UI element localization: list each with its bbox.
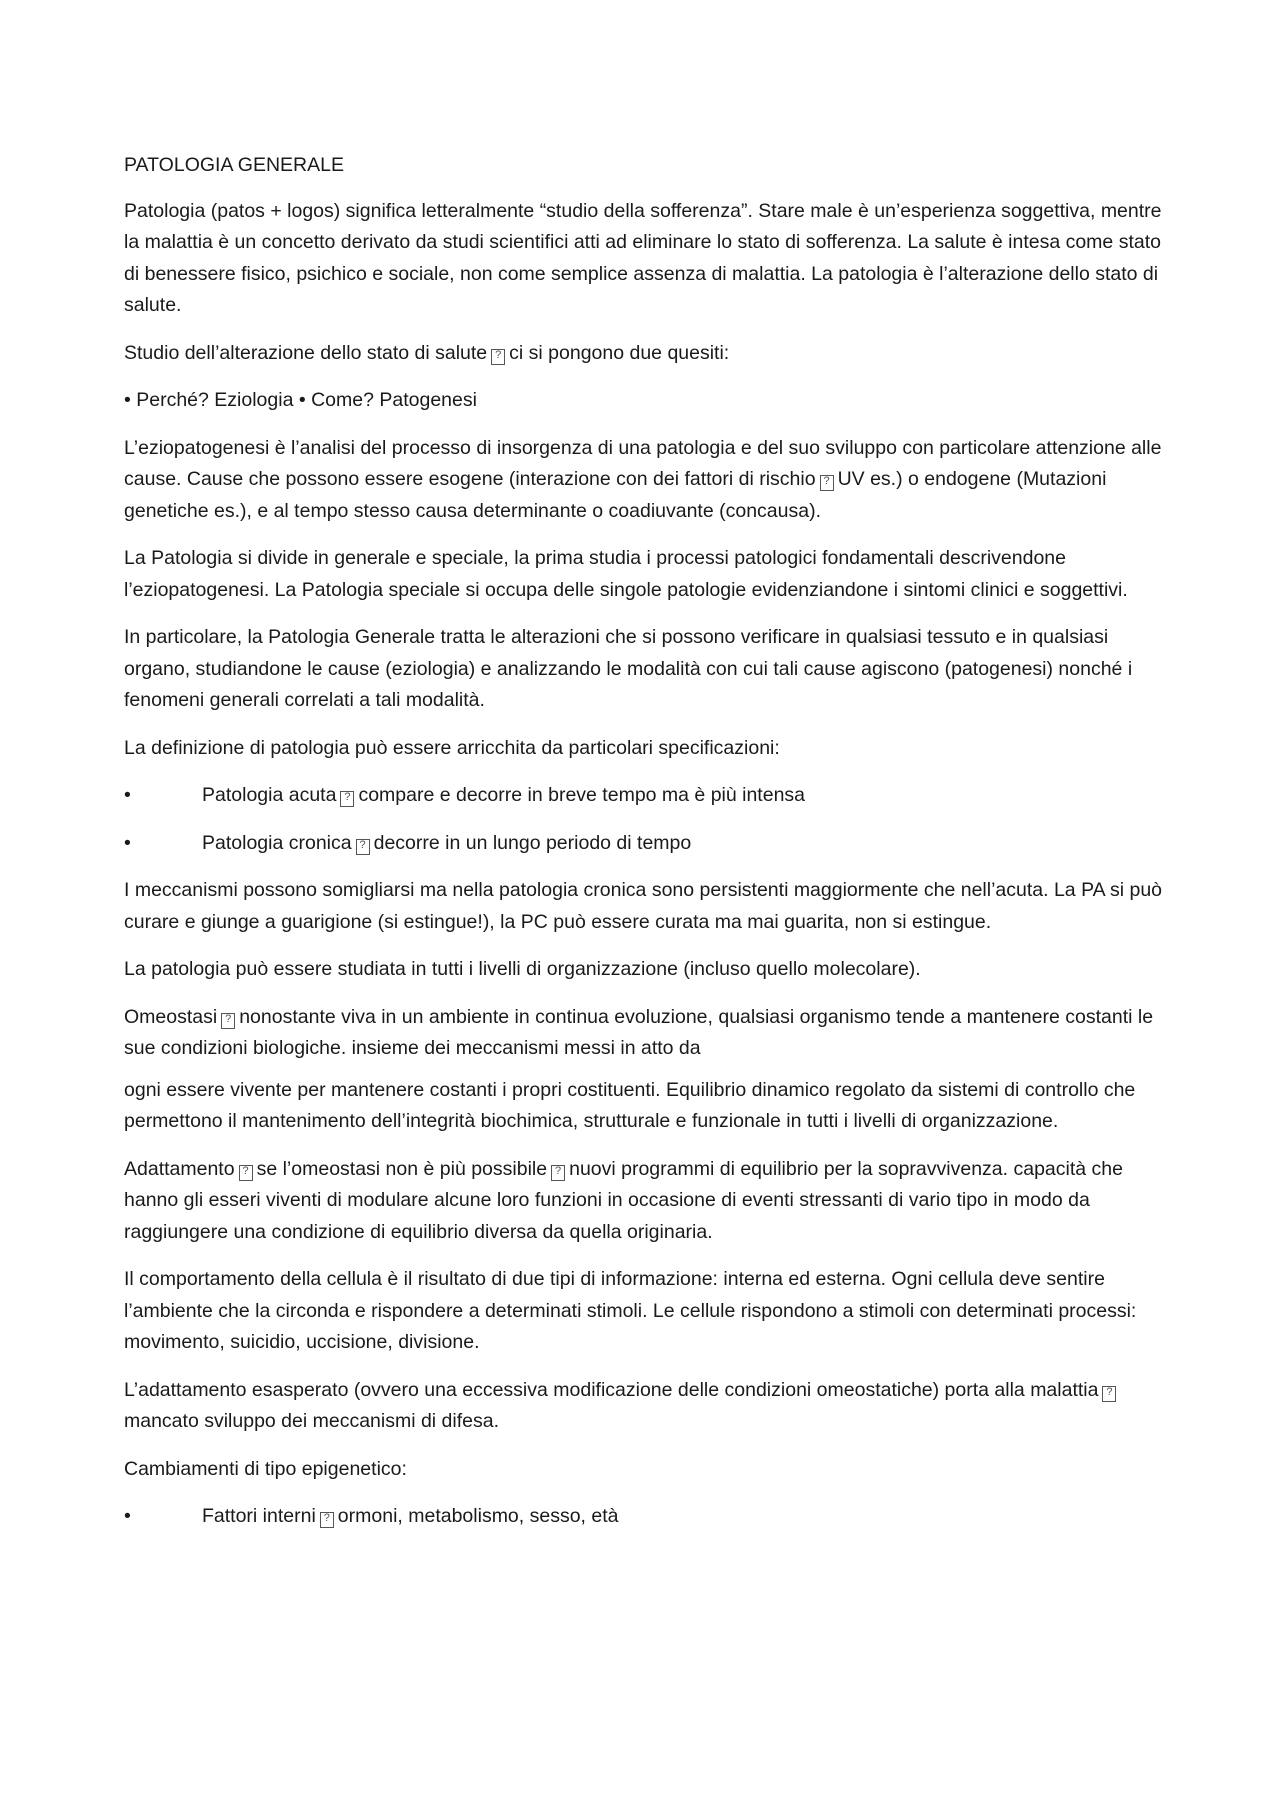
- paragraph-text: se l’omeostasi non è più possibile: [256, 1157, 548, 1180]
- list-item-desc: decorre in un lungo periodo di tempo: [373, 831, 692, 854]
- paragraph-cell-behavior: Il comportamento della cellula è il risultato di due tipi di informazione: interna ed esterna. Ogni cellula deve sentire l’ambiente che la circonda e rispondere a determinati stimoli. Le cellule rispondono a stimoli con determinati processi: movimento, suicidio, uccisione, divisione.: [124, 1268, 1137, 1353]
- arrow-icon: ?: [320, 1512, 334, 1528]
- document-title: PATOLOGIA GENERALE: [124, 154, 344, 176]
- list-item: [124, 780, 1169, 812]
- arrow-icon: ?: [356, 839, 370, 855]
- arrow-icon: ?: [221, 1013, 235, 1029]
- paragraph-text: nuovi programmi di equilibrio per la sopravvivenza. capacità che hanno gli esseri viventi di modulare alcune loro funzioni in occasione di eventi stressanti di vario tipo in modo da raggiungere una condizione di equilibrio diversa da quella originaria.: [124, 1157, 1123, 1243]
- arrow-icon: ?: [340, 791, 354, 807]
- paragraph-epigenetic: Cambiamenti di tipo epigenetico:: [124, 1457, 407, 1480]
- paragraph-text: mancato sviluppo dei meccanismi di difesa.: [124, 1410, 500, 1432]
- paragraph-text: nonostante viva in un ambiente in continua evoluzione, qualsiasi organismo tende a mantenere costanti le sue condizioni biologiche. insieme dei meccanismi messi in atto da: [124, 1005, 1154, 1059]
- list-item-term: Patologia cronica: [202, 831, 352, 854]
- list-item-desc: compare e decorre in breve tempo ma è più intensa: [358, 784, 806, 806]
- bullet-icon: •: [124, 784, 131, 806]
- arrow-icon: ?: [1102, 1386, 1116, 1402]
- list-item-term: Patologia acuta: [202, 784, 337, 806]
- paragraph-equilibrium: ogni essere vivente per mantenere costanti i propri costituenti. Equilibrio dinamico regolato da sistemi di controllo che permettono il mantenimento dell’integrità biochimica, strutturale e funzionale in tutti i livelli di organizzazione.: [124, 1078, 1136, 1132]
- arrow-icon: ?: [820, 475, 834, 491]
- paragraph-term: Adattamento: [124, 1157, 235, 1180]
- paragraph-general-pathology: In particolare, la Patologia Generale tratta le alterazioni che si possono verificare in qualsiasi tessuto e in qualsiasi organo, studiandone le cause (eziologia) e analizzando le modalità con cui tali cause agiscono (patogenesi) nonché i fenomeni generali correlati a tali modalità.: [124, 626, 1133, 711]
- list-item-text: [202, 828, 691, 860]
- paragraph-specifications: La definizione di patologia può essere arricchita da particolari specificazioni:: [124, 736, 780, 759]
- paragraph-adattamento: [124, 1154, 1169, 1249]
- list-item-desc: ormoni, metabolismo, sesso, età: [337, 1505, 619, 1527]
- list-item: [124, 828, 1169, 860]
- paragraph-text: Studio dell’alterazione dello stato di salute: [124, 341, 488, 364]
- paragraph-mechanisms: I meccanismi possono somigliarsi ma nella patologia cronica sono persistenti maggiormente che nell’acuta. La PA si può curare e giunge a guarigione (si estingue!), la PC può essere curata ma mai guarita, non si estingue.: [124, 879, 1163, 933]
- paragraph-term: Omeostasi: [124, 1005, 218, 1028]
- arrow-icon: ?: [491, 349, 505, 365]
- paragraph-eziopatogenesi: [124, 433, 1169, 528]
- list-item-text: [202, 1501, 619, 1533]
- paragraph-omeostasi: [124, 1002, 1169, 1065]
- paragraph-text: ci si pongono due quesiti:: [509, 341, 730, 364]
- arrow-icon: ?: [239, 1165, 253, 1181]
- document-page: [124, 150, 1169, 1549]
- paragraph-questions: • Perché? Eziologia • Come? Patogenesi: [124, 389, 477, 411]
- paragraph-text: L’adattamento esasperato (ovvero una eccessiva modificazione delle condizioni omeostatiche) porta alla malattia: [124, 1378, 1099, 1401]
- arrow-icon: ?: [551, 1165, 565, 1181]
- paragraph-divisions: La Patologia si divide in generale e speciale, la prima studia i processi patologici fondamentali descrivendone l’eziopatogenesi. La Patologia speciale si occupa delle singole patologie evidenziandone i sintomi clinici e soggettivi.: [124, 547, 1128, 601]
- list-item-text: [202, 780, 805, 812]
- bullet-icon: •: [124, 1505, 131, 1527]
- paragraph-study: [124, 338, 1169, 370]
- paragraph-levels: La patologia può essere studiata in tutti i livelli di organizzazione (incluso quello molecolare).: [124, 958, 921, 980]
- bullet-icon: •: [124, 831, 131, 854]
- paragraph-text: UV es.) o endogene (Mutazioni genetiche es.), e al tempo stesso causa determinante o coadiuvante (concausa).: [124, 468, 1107, 522]
- list-item: [124, 1501, 1169, 1533]
- paragraph-definition: Patologia (patos + logos) significa letteralmente “studio della sofferenza”. Stare male è un’esperienza soggettiva, mentre la malattia è un concetto derivato da studi scientifici atti ad eliminare lo stato di sofferenza. La salute è intesa come stato di benessere fisico, psichico e sociale, non come semplice assenza di malattia. La patologia è l’alterazione dello stato di salute.: [124, 199, 1162, 316]
- list-item-term: Fattori interni: [202, 1505, 316, 1527]
- paragraph-text: L’eziopatogenesi è l’analisi del processo di insorgenza di una patologia e del suo sviluppo con particolare attenzione alle cause. Cause che possono essere esogene (interazione con dei fattori di rischio: [124, 436, 1162, 490]
- paragraph-exaggerated-adaptation: [124, 1375, 1169, 1438]
